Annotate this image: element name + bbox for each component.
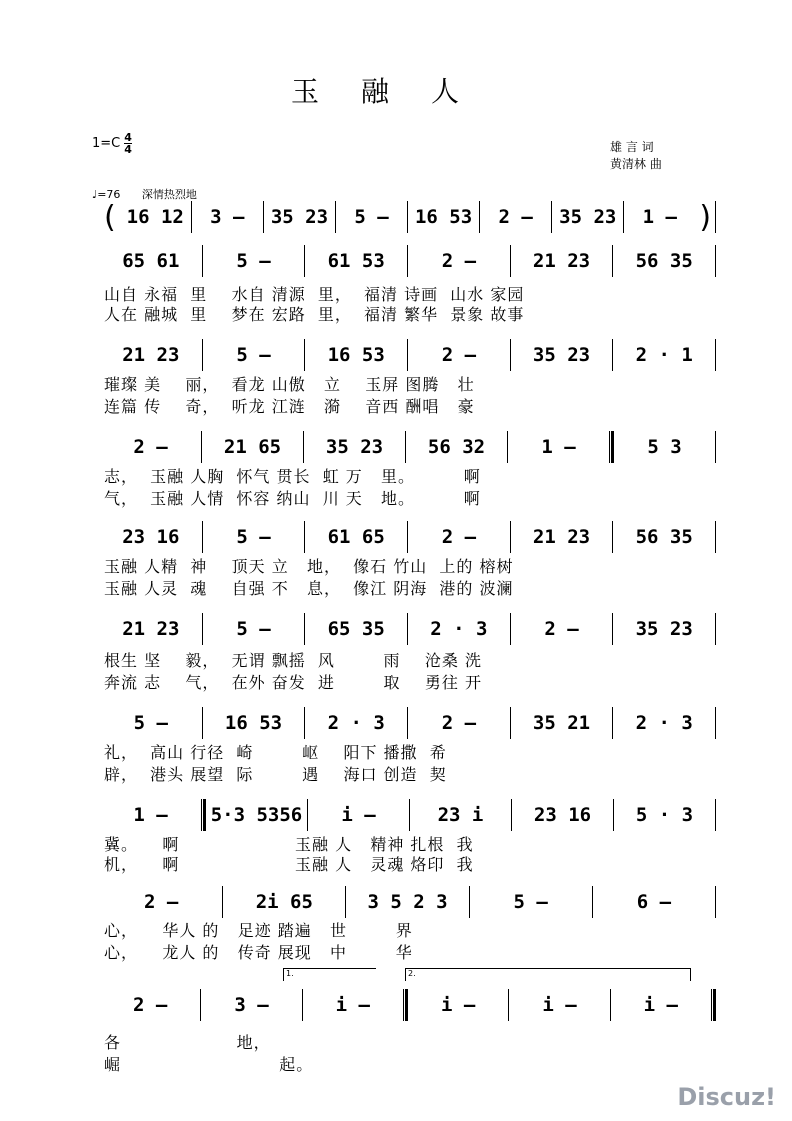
time-top: 4: [124, 131, 132, 144]
measure: 5 3: [647, 436, 682, 458]
lyric-line: 山自 永福 里 水自 清源 里， 福清 诗画 山水 家园: [104, 285, 525, 304]
lyricist-credit: 雄 言 词: [610, 140, 654, 154]
repeat-paren-close: ): [699, 199, 712, 235]
staff-row: [100, 798, 716, 832]
lyric-line: 奔流 志 气， 在外 奋发 进 取 勇往 开: [104, 673, 482, 692]
measure: 65 35: [327, 618, 385, 640]
measure: 21 65: [223, 436, 282, 458]
second-ending: 2.: [405, 968, 691, 981]
measure: 2 –: [441, 526, 477, 548]
staff-row: [100, 988, 716, 1022]
measure: 2 –: [133, 436, 168, 458]
measure: 2 · 3: [327, 712, 385, 734]
lyric-line: 心， 华人 的 足迹 踏遍 世 界: [104, 921, 413, 940]
measure: 5·3 5356: [210, 804, 303, 826]
lyric-line: 璀璨 美 丽， 看龙 山傲 立 玉屏 图腾 壮: [104, 375, 475, 394]
measure: 35 23: [532, 344, 591, 366]
lyric-line: 根生 坚 毅， 无谓 飘摇 风 雨 沧桑 洗: [104, 651, 482, 670]
staff-row: [100, 520, 716, 554]
measure: i –: [335, 994, 370, 1016]
first-ending: 1.: [283, 968, 376, 981]
measure: 2 –: [498, 206, 533, 228]
measure: 35 23: [559, 206, 617, 228]
measure: 3 –: [210, 206, 245, 228]
measure: 35 23: [270, 206, 329, 228]
barline: [715, 799, 716, 831]
measure: 23 16: [533, 804, 592, 826]
measure: 5 –: [354, 206, 389, 228]
lyric-line: 气， 玉融 人情 怀容 纳山 川 天 地。 啊: [104, 489, 481, 508]
barline: [715, 201, 716, 233]
barline: [715, 521, 716, 553]
measure: 2i 65: [255, 891, 313, 913]
measure: 1 –: [642, 206, 677, 228]
barline: [715, 245, 716, 277]
measure: 61 65: [327, 526, 385, 548]
measure: 2 · 3: [635, 712, 693, 734]
measure: 56 35: [635, 526, 693, 548]
lyric-line: 玉融 人灵 魂 自强 不 息， 像江 阴海 港的 波澜: [104, 579, 514, 598]
lyric-line: 辟， 港头 展望 际 遇 海口 创造 契: [104, 765, 447, 784]
staff-row: [100, 200, 716, 234]
measure: 21 23: [532, 250, 591, 272]
measure: 35 23: [635, 618, 693, 640]
measure: 2 · 3: [430, 618, 488, 640]
composer-credit: 黄清林 曲: [610, 157, 662, 171]
measure: i –: [643, 994, 678, 1016]
measure: 5 –: [513, 891, 548, 913]
time-bottom: 4: [124, 143, 132, 156]
staff-row: [100, 430, 716, 464]
staff-row: [100, 885, 716, 919]
lyric-line: 各 地，: [104, 1033, 271, 1052]
measure: 61 53: [327, 250, 385, 272]
measure: 23 16: [122, 526, 180, 548]
measure: 16 53: [224, 712, 283, 734]
barline: [715, 339, 716, 371]
measure: 23 i: [437, 804, 484, 826]
lyric-line: 机， 啊 玉融 人 灵魂 烙印 我: [104, 855, 474, 874]
measure: 2 –: [441, 712, 477, 734]
measure: 2 –: [441, 250, 477, 272]
lyric-line: 人在 融城 里 梦在 宏路 里， 福清 繁华 景象 故事: [104, 305, 525, 324]
watermark-logo: Discuz!: [677, 1083, 776, 1111]
measure: 5 –: [236, 250, 271, 272]
lyric-line: 连篇 传 奇， 听龙 江涟 漪 音西 酬唱 豪: [104, 397, 475, 416]
tempo-mark: ♩=76: [92, 188, 121, 201]
measure: 2 · 1: [635, 344, 693, 366]
measure: i –: [542, 994, 577, 1016]
staff-row: [100, 612, 716, 646]
measure: 65 61: [122, 250, 180, 272]
barline: [711, 989, 716, 1021]
measure: 56 32: [427, 436, 486, 458]
measure: 21 23: [532, 526, 591, 548]
staff-row: [100, 338, 716, 372]
barline: [715, 431, 716, 463]
measure: 3 –: [234, 994, 269, 1016]
measure: 2 –: [544, 618, 579, 640]
lyric-line: 崛 起。: [104, 1055, 314, 1074]
lyric-line: 冀。 啊 玉融 人 精神 扎根 我: [104, 835, 474, 854]
measure: 35 21: [532, 712, 591, 734]
measure: 16 53: [414, 206, 473, 228]
measure: 2 –: [133, 994, 168, 1016]
measure: 5 –: [236, 618, 271, 640]
measure: i –: [440, 994, 476, 1016]
measure: 2 –: [441, 344, 477, 366]
lyric-line: 礼， 高山 行径 崎 岖 阳下 播撒 希: [104, 743, 447, 762]
measure: 5 · 3: [635, 804, 694, 826]
key-label: 1=C: [92, 136, 121, 151]
measure: 1 –: [133, 804, 168, 826]
measure: 5 –: [133, 712, 168, 734]
measure: 21 23: [122, 618, 180, 640]
measure: i –: [341, 804, 376, 826]
measure: 2 –: [143, 891, 179, 913]
lyric-line: 心， 龙人 的 传奇 展现 中 华: [104, 943, 413, 962]
repeat-paren-open: (: [104, 199, 116, 235]
measure: 6 –: [636, 891, 672, 913]
expression-mark: 深情热烈地: [141, 188, 197, 201]
barline: [715, 613, 716, 645]
measure: 35 23: [325, 436, 384, 458]
measure: 16 53: [327, 344, 385, 366]
staff-row: [100, 706, 716, 740]
time-signature: [124, 132, 132, 155]
measure: 1 –: [541, 436, 576, 458]
measure: 5 –: [236, 526, 271, 548]
measure: 21 23: [122, 344, 180, 366]
barline: [715, 707, 716, 739]
measure: 5 –: [236, 344, 271, 366]
staff-row: [100, 244, 716, 278]
song-title: 玉融人: [290, 75, 501, 108]
lyric-line: 志， 玉融 人胸 怀气 贯长 虹 万 里。 啊: [104, 467, 481, 486]
measure: 16 12: [126, 206, 184, 228]
barline: [715, 886, 716, 918]
measure: 56 35: [635, 250, 693, 272]
key-signature: [92, 132, 132, 155]
measure: 3 5 2 3: [367, 891, 448, 913]
lyric-line: 玉融 人精 神 顶天 立 地， 像石 竹山 上的 榕树: [104, 557, 514, 576]
